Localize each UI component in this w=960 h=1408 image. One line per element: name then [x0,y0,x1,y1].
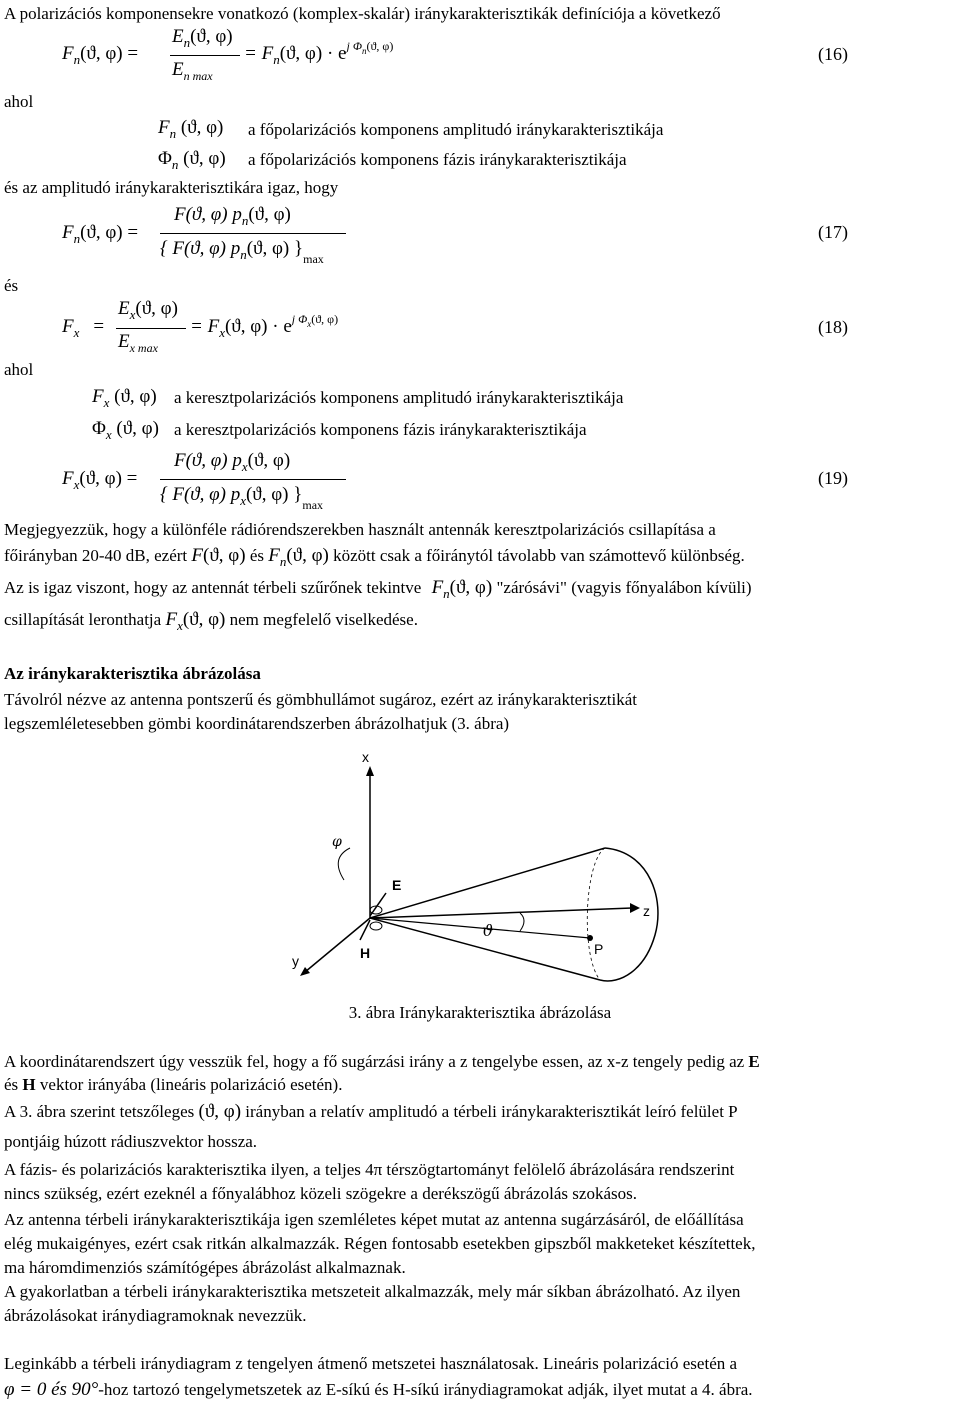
es-label: és [4,276,19,295]
figure-3-caption: 3. ábra Iránykarakterisztika ábrázolása [348,1003,612,1022]
eq16-num: E [172,26,184,47]
paragraph-2-line-2 [4,610,418,631]
eq19-fraction-bar [160,479,346,480]
p4-text-2: és [4,1075,19,1094]
E-vector-line [370,893,386,916]
paragraph-7-line-2: elég mukaigényes, ezért csak ritkán alkalmazzák. Régen fontosabb esetekben gipszből makketeket készítettek, [4,1234,756,1253]
paragraph-8-line-1: A gyakorlatban a térbeli iránykarakterisztika metszeteit alkalmazzák, mely már síkban ábrázolható. Az ilyen [4,1282,741,1301]
eq18-number: (18) [818,317,848,337]
intro-line: A polarizációs komponensekre vonatkozó (komplex-skalár) iránykarakterisztikák definíciója a következő [4,4,721,23]
paragraph-5-line-2: pontjáig húzott rádiuszvektor hossza. [4,1132,258,1151]
eq19-lhs-sub: x [73,477,80,492]
paragraph-3-line-1: Távolról nézve az antenna pontszerű és gömbhullámot sugároz, ezért az iránykarakterisztikát [4,690,637,709]
section-heading: Az iránykarakterisztika ábrázolása [4,664,261,683]
eq16-exp-args: (ϑ, φ) [366,39,394,53]
def-fn-args: (ϑ, φ) [180,117,224,138]
eq19-args: (ϑ, φ) = [79,468,138,489]
eq17-den-max: max [303,252,324,266]
cone-upper-line [370,848,605,918]
ahol-label-2: ahol [4,360,34,379]
eq17-num: F(ϑ, φ) p [174,204,242,225]
eq19-num-args: (ϑ, φ) [247,450,291,471]
eq19-lhs: F [62,468,74,489]
p5-text-1: A 3. ábra szerint tetszőleges [4,1102,195,1121]
eq16-lhs: F [62,43,74,64]
p1-text-1: főirányban 20-40 dB, ezért [4,546,188,565]
paragraph-8-line-2: ábrázolásokat iránydiagramoknak nevezzük. [4,1306,307,1325]
eq18-lhs-sub: x [73,325,80,340]
paragraph-6-line-1: A fázis- és polarizációs karakterisztika ilyen, a teljes 4π térszögtartományt felölelő ábrázolására rendszerint [4,1160,735,1179]
eq18-rhs-args: (ϑ, φ) · e [224,316,292,337]
eq18-num: E [118,298,130,319]
H-label: H [360,945,371,961]
eq16-den-sub: n max [183,69,213,83]
eq19-den: { F(ϑ, φ) p [160,484,241,505]
paragraph-7-line-3: ma háromdimenziós számítógépes ábrázolást alkalmaznak. [4,1258,406,1277]
p2-text-3: csillapítását leronthatja [4,610,162,629]
p4-H-bold: H [22,1075,36,1094]
theta-arc [520,913,524,931]
phi-label: φ [332,834,342,850]
p2-text-4: nem megfelelő viselkedése. [229,610,418,629]
def-phin-args: (ϑ, φ) [183,148,226,169]
def-fn-sub: n [169,126,177,141]
eq18-num-sub: x [129,307,136,322]
def-phix-text: a keresztpolarizációs komponens fázis iránykarakterisztikája [174,420,587,439]
eq17-number: (17) [818,222,848,242]
radius-vector-line [370,918,590,938]
paragraph-7-line-1: Az antenna térbeli iránykarakterisztikája igen szemléletes képet mutat az antenna sugárzásáról, de előállítása [4,1210,744,1229]
def-fx-symbol: F [92,386,104,407]
E-label: E [392,877,402,893]
p9-math: φ = 0 és 90° [4,1379,99,1400]
eq17-lhs: F [62,222,74,243]
P-label: P [594,941,604,957]
eq19-num-sub: x [241,459,248,474]
eq17-den-sub: n [240,247,247,262]
def-phin-sub: n [171,157,179,172]
eq17-den: { F(ϑ, φ) p [160,238,241,259]
eq18-exp: j Φ [291,312,308,326]
p5-args-inline: (ϑ, φ) [198,1101,242,1122]
eq18-eq: = [93,316,105,337]
p4-text-3: vektor irányába (lineáris polarizáció esetén). [39,1075,343,1094]
paragraph-4-line-1 [4,1052,760,1072]
eq18-den: E [118,331,130,352]
def-phix-args: (ϑ, φ) [116,418,159,439]
paragraph-9-line-1: Leginkább a térbeli iránydiagram z tengelyen átmenő metszetei használatosak. Lineáris polarizáció esetén a [4,1354,738,1373]
paragraph-2-line-1 [4,578,752,599]
p1-text-2: és [249,546,264,565]
eq19-den-max: max [302,498,324,512]
z-axis-arrow [630,903,640,913]
eq16-den: E [172,59,184,80]
def-phin-symbol: Φ [158,148,172,169]
eq16-exp: j Φ [346,39,362,53]
paragraph-6-line-2: nincs szükség, ezért ezeknél a főnyalábhoz közeli szögekre a derékszögű ábrázolás szokásos. [4,1184,637,1203]
p1-F-inline: F(ϑ, φ) [191,545,246,566]
figure-3-diagram [0,740,960,1000]
ahol-label-1: ahol [4,92,34,111]
def-phix-sub: x [105,427,112,442]
x-axis-arrow [366,766,374,776]
z-axis-label: z [643,903,650,919]
def-fn-symbol: F [158,117,170,138]
eq19-den-args: (ϑ, φ) } [245,484,303,505]
eq16-rhs-sub: n [273,52,280,67]
paragraph-1-line-2 [4,546,745,567]
def-fx-sub: x [103,395,110,410]
eq16-rhs-args: (ϑ, φ) · e [279,43,347,64]
eq16-rhs: = F [244,43,274,64]
eq18-num-args: (ϑ, φ) [135,298,178,319]
eq18-rhs: = F [190,316,220,337]
eq17-args: (ϑ, φ) = [80,222,139,243]
eq17-den-args: (ϑ, φ) } [246,238,304,259]
p4-text-1: A koordinátarendszert úgy vesszük fel, hogy a fő sugárzási irány a z tengelybe essen, az x-z tengely pedig az [4,1052,745,1071]
eq17-num-sub: n [241,213,249,228]
phi-arc [338,848,350,880]
p2-text-2: "zárósávi" (vagyis főnyalábon kívüli) [496,578,752,597]
cone-ellipse-back [587,848,605,980]
eq16-fraction-bar [170,55,240,56]
p2-Fx-inline: $F_x(ϑ$, φ) [165,609,226,633]
y-axis-label: y [292,953,299,969]
paragraph-4-line-2 [4,1075,342,1095]
paragraph-9-line-2 [4,1380,753,1400]
eq19-den-sub: x [240,493,246,508]
eq17-lhs-sub: n [73,231,81,246]
eq18-fraction-bar [116,328,186,329]
p1-Fn-inline: $F_n(ϑ$, φ) [268,545,329,569]
p4-E-bold: E [748,1052,760,1071]
p1-text-3: között csak a főiránytól távolabb van számottevő különbség. [333,546,745,565]
eq16-args: (ϑ, φ) = [80,43,139,64]
eq16-exp-sub: n [361,46,367,56]
eq16-number: (16) [818,44,848,64]
eq18-rhs-sub: x [219,325,225,340]
eq18-exp-sub: x [307,319,312,329]
eq18-den-sub: x max [129,341,158,355]
p9-text: -hoz tartozó tengelymetszetek az E-síkú és H-síkú iránydiagramokat adják, ilyet mutat a 4. ábra. [98,1380,753,1399]
def-phin-text: a főpolarizációs komponens fázis iránykarakterisztikája [248,150,627,169]
eq16-num-args: (ϑ, φ) [190,26,233,47]
eq19-num: F(ϑ, φ) p [174,450,242,471]
def-fx-args: (ϑ, φ) [114,386,157,407]
eq16-num-sub: n [183,35,191,50]
origin-lobe-2 [370,922,382,930]
eq16-lhs-sub: n [73,52,81,67]
theta-label: ϑ [482,921,494,940]
point-P-dot [587,935,593,941]
def-fn-text: a főpolarizációs komponens amplitudó iránykarakterisztikája [248,120,664,139]
eq18-exp-args: (ϑ, φ) [311,312,339,326]
p5-text-2: irányban a relatív amplitudó a térbeli iránykarakterisztikát leíró felület P [245,1102,738,1121]
amp-intro-line: és az amplitudó iránykarakterisztikára igaz, hogy [4,178,339,197]
paragraph-5-line-1 [4,1102,738,1122]
def-phix-symbol: Φ [92,418,106,439]
p2-text-1: Az is igaz viszont, hogy az antennát térbeli szűrőnek tekintve [4,578,422,597]
eq17-fraction-bar [160,233,346,234]
z-axis-line [370,908,632,918]
paragraph-3-line-2: legszemléletesebben gömbi koordinátarendszerben ábrázolhatjuk (3. ábra) [4,714,510,733]
def-fx-text: a keresztpolarizációs komponens amplitudó iránykarakterisztikája [174,388,624,407]
p2-Fn-inline: $F_n(ϑ$, φ) [431,577,493,601]
eq17-num-args: (ϑ, φ) [248,204,291,225]
eq19-number: (19) [818,468,848,488]
eq18-lhs: F [62,316,74,337]
x-axis-label: x [362,749,369,765]
figure-3 [0,740,960,1000]
paragraph-1-line-1: Megjegyezzük, hogy a különféle rádiórendszerekben használt antennák keresztpolarizációs csillapítása a [4,520,716,539]
